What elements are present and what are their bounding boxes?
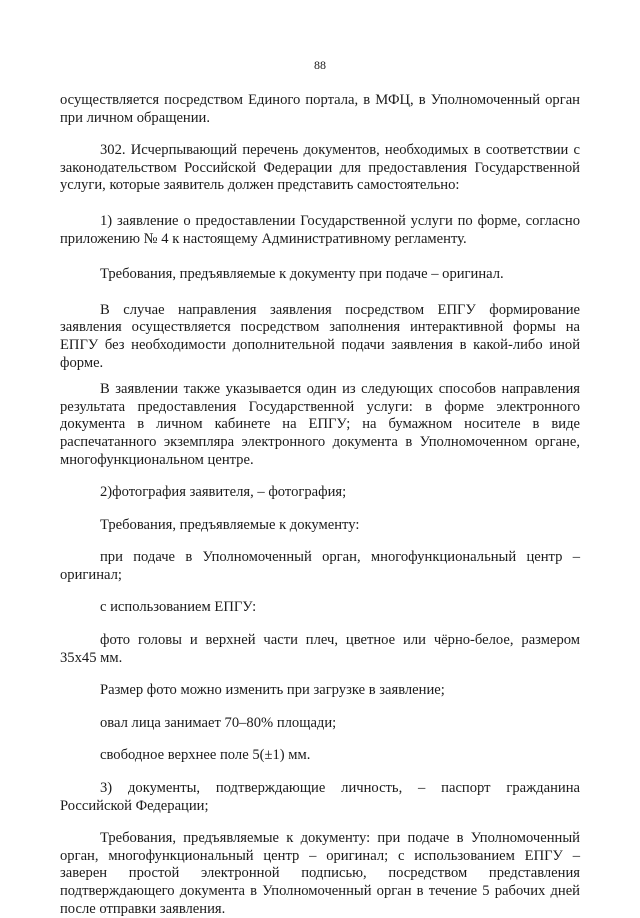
paragraph-302: 302. Исчерпывающий перечень документов, необходимых в соответствии с законодательством Российской Федерации для предоставления Государственной услуги, которые заявитель должен представить самостоятельно: <box>60 142 580 194</box>
page-number: 88 <box>314 58 326 72</box>
paragraph-id-requirements: Требования, предъявляемые к документу: при подаче в Уполномоченный орган, многофункциональный центр – оригинал; с использованием ЕПГУ – заверен простой электронной подписью, посредством представления подтверждающего документа в Уполномоченный орган в течение 5 рабочих дней после отправки заявления. <box>60 830 580 917</box>
paragraph-requirements: Требования, предъявляемые к документу: <box>100 516 360 533</box>
document-body <box>60 92 580 918</box>
paragraph-in-person: при подаче в Уполномоченный орган, многофункциональный центр – оригинал; <box>60 549 580 583</box>
paragraph-item-3: 3) документы, подтверждающие личность, – паспорт гражданина Российской Федерации; <box>60 780 580 814</box>
paragraph-photo-resize: Размер фото можно изменить при загрузке в заявление; <box>100 682 445 699</box>
paragraph-top-margin: свободное верхнее поле 5(±1) мм. <box>100 747 311 764</box>
paragraph-continuation: осуществляется посредством Единого портала, в МФЦ, в Уполномоченный орган при личном обращении. <box>60 92 580 126</box>
paragraph-epgu-submission: В случае направления заявления посредством ЕПГУ формирование заявления осуществляется посредством заполнения интерактивной формы на ЕПГУ без необходимости дополнительной подачи заявления в какой-либо иной форме. <box>60 301 580 371</box>
paragraph-face-oval: овал лица занимает 70–80% площади; <box>100 714 337 731</box>
paragraph-result-methods: В заявлении также указывается один из следующих способов направления результата предоставления Государственной услуги: в форме электронного документа в личном кабинете на ЕПГУ; на бумажном носителе в виде распечатанного экземпляра электронного документа в Уполномоченном органе, многофункциональном центре. <box>60 381 580 468</box>
paragraph-photo-spec: фото головы и верхней части плеч, цветное или чёрно-белое, размером 35х45 мм. <box>60 632 580 666</box>
paragraph-requirements-original: Требования, предъявляемые к документу при подаче – оригинал. <box>100 266 504 283</box>
paragraph-item-2: 2)фотография заявителя, – фотография; <box>100 484 347 501</box>
paragraph-via-epgu: с использованием ЕПГУ: <box>100 599 257 616</box>
paragraph-item-1: 1) заявление о предоставлении Государственной услуги по форме, согласно приложению № 4 к настоящему Административному регламенту. <box>60 212 580 247</box>
